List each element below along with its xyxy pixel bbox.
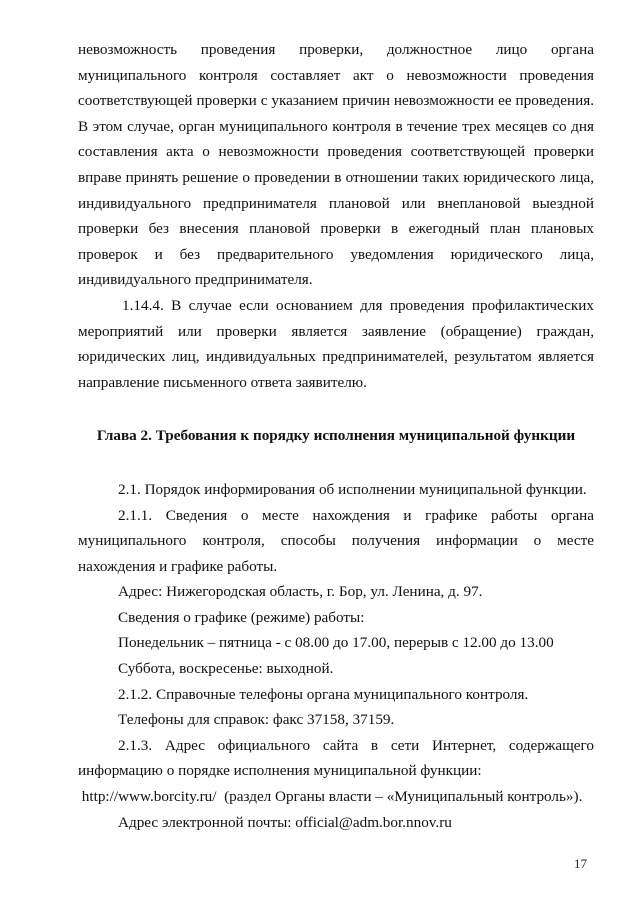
website-line: [78, 784, 594, 810]
schedule-intro: Сведения о графике (режиме) работы:: [118, 608, 365, 626]
schedule-weekend: Суббота, воскресенье: выходной.: [118, 660, 334, 678]
section-2-1-2: 2.1.2. Справочные телефоны органа муниципального контроля.: [118, 685, 529, 703]
paragraph-inspection-impossibility: невозможность проведения проверки, должностное лицо органа муниципального контроля составляет акт о невозможности проведения соответствующей проверки с указанием причин невозможности ее проведения. В этом случае, орган муниципального контроля в течение трех месяцев со дня составления акта о невозможности проведения соответствующей проверки вправе принять решение о проведении в отношении таких юридического лица, индивидуального предпринимателя плановой или внеплановой выездной проверки без внесения плановой проверки в ежегодный план плановых проверок и без предварительного уведомления юридического лица, индивидуального предпринимателя.: [78, 41, 594, 289]
paragraph-1-14-4: 1.14.4. В случае если основанием для проведения профилактических мероприятий или проверки является заявление (обращение) граждан, юридических лиц, индивидуальных предпринимателей, результатом является направление письменного ответа заявителю.: [78, 296, 594, 391]
section-2-1: 2.1. Порядок информирования об исполнении муниципальной функции.: [118, 480, 587, 498]
section-2-1-3: 2.1.3. Адрес официального сайта в сети Интернет, содержащего информацию о порядке исполнения муниципальной функции:: [78, 736, 594, 780]
page-number: 17: [574, 856, 587, 871]
chapter-heading: Глава 2. Требования к порядку исполнения муниципальной функции: [96, 427, 576, 445]
document-body: [78, 37, 594, 835]
spacer: [78, 395, 594, 423]
spacer: [78, 449, 594, 477]
address-line: Адрес: Нижегородская область, г. Бор, ул. Ленина, д. 97.: [118, 583, 483, 601]
schedule-weekdays: Понедельник – пятница - с 08.00 до 17.00, перерыв с 12.00 до 13.00: [118, 634, 554, 652]
email-line: Адрес электронной почты: official@adm.bor.nnov.ru: [118, 813, 452, 831]
website-note: (раздел Органы власти – «Муниципальный контроль»).: [224, 788, 583, 806]
website-link[interactable]: http://www.borcity.ru/: [81, 788, 217, 806]
phones-line: Телефоны для справок: факс 37158, 37159.: [118, 711, 395, 729]
section-2-1-1: 2.1.1. Сведения о месте нахождения и графике работы органа муниципального контроля, способы получения информации о месте нахождения и графике работы.: [78, 506, 594, 575]
